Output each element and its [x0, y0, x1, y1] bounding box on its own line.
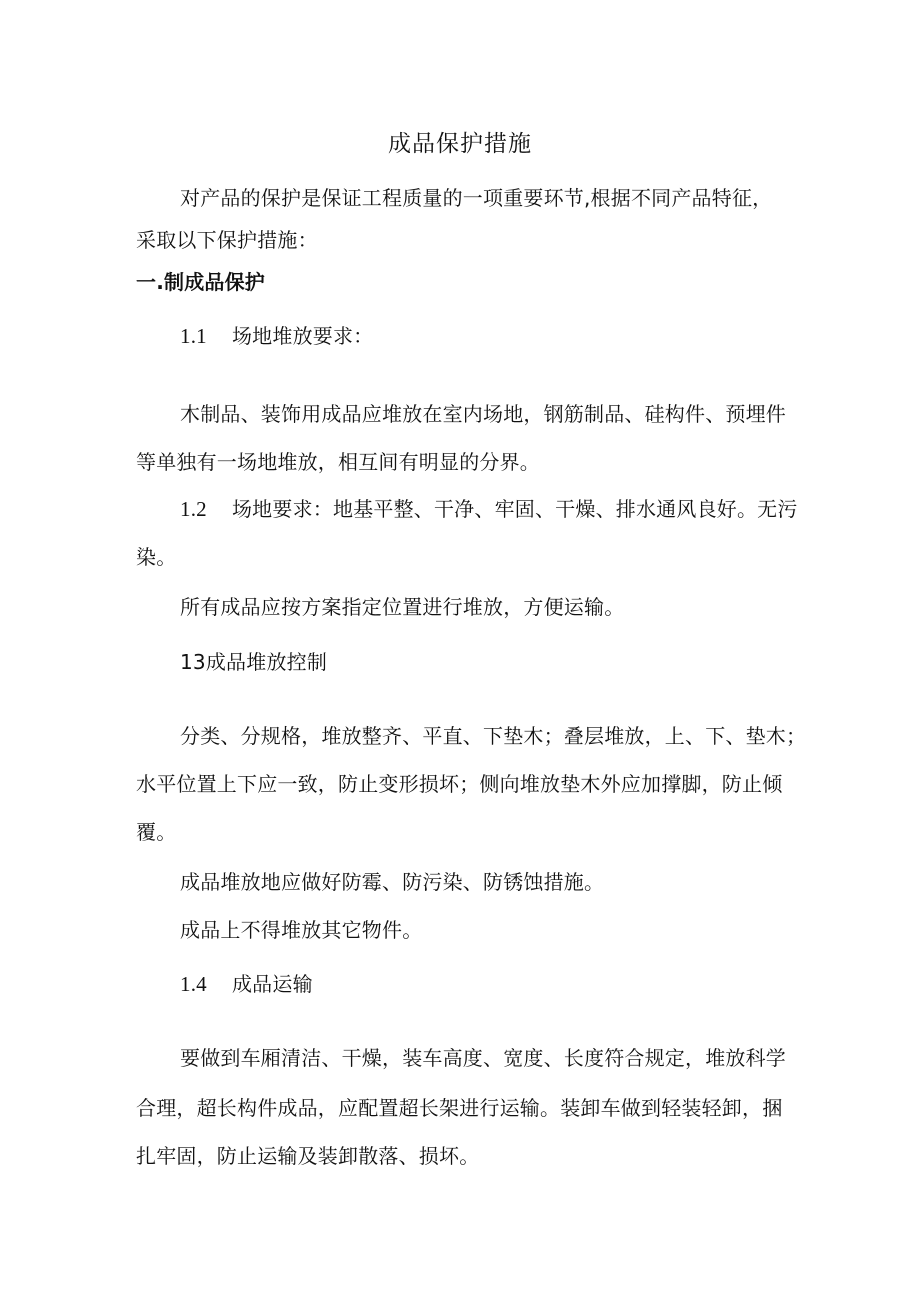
intro-line-2: 采取以下保护措施： — [136, 228, 318, 252]
document-title: 成品保护措施 — [388, 131, 532, 157]
subsection-number: 1.2 — [180, 497, 207, 521]
paragraph-line: 木制品、装饰用成品应堆放在室内场地，钢筋制品、硅构件、预埋件 — [180, 402, 786, 426]
subsection-title: 成品运输 — [231, 972, 313, 996]
paragraph-line: 分类、分规格，堆放整齐、平直、下垫木；叠层堆放，上、下、垫木； — [180, 724, 807, 748]
subsection-title: 场地堆放要求： — [231, 324, 374, 348]
subsection-1-1-heading — [180, 324, 373, 348]
intro-line-1: 对产品的保护是保证工程质量的一项重要环节,根据不同产品特征， — [180, 186, 773, 210]
subsection-number: 1.1 — [180, 324, 207, 348]
paragraph-line: 等单独有一场地堆放，相互间有明显的分界。 — [136, 450, 540, 474]
paragraph-line: 要做到车厢清洁、干燥，装车高度、宽度、长度符合规定，堆放科学 — [180, 1046, 786, 1070]
subsection-1-2-heading — [180, 497, 798, 521]
section-heading: 一.制成品保护 — [136, 270, 265, 294]
paragraph-line: 覆。 — [136, 820, 177, 844]
paragraph-line: 染。 — [136, 545, 177, 569]
paragraph-line: 成品堆放地应做好防霉、防污染、防锈蚀措施。 — [180, 870, 605, 894]
subsection-1-4-heading — [180, 972, 313, 996]
subsection-1-3-heading: 13成品堆放控制 — [180, 650, 328, 674]
paragraph-line: 合理，超长构件成品，应配置超长架进行运输。装卸车做到轻装轻卸，捆 — [136, 1096, 783, 1120]
subsection-number: 1.4 — [180, 972, 207, 996]
subsection-title: 场地要求：地基平整、干净、牢固、干燥、排水通风良好。无污 — [231, 497, 798, 521]
paragraph-line: 水平位置上下应一致，防止变形损坏；侧向堆放垫木外应加撑脚，防止倾 — [136, 772, 783, 796]
paragraph-line: 成品上不得堆放其它物件。 — [180, 918, 423, 942]
paragraph-line: 扎牢固，防止运输及装卸散落、损坏。 — [136, 1144, 480, 1168]
paragraph-line: 所有成品应按方案指定位置进行堆放，方便运输。 — [180, 595, 625, 619]
